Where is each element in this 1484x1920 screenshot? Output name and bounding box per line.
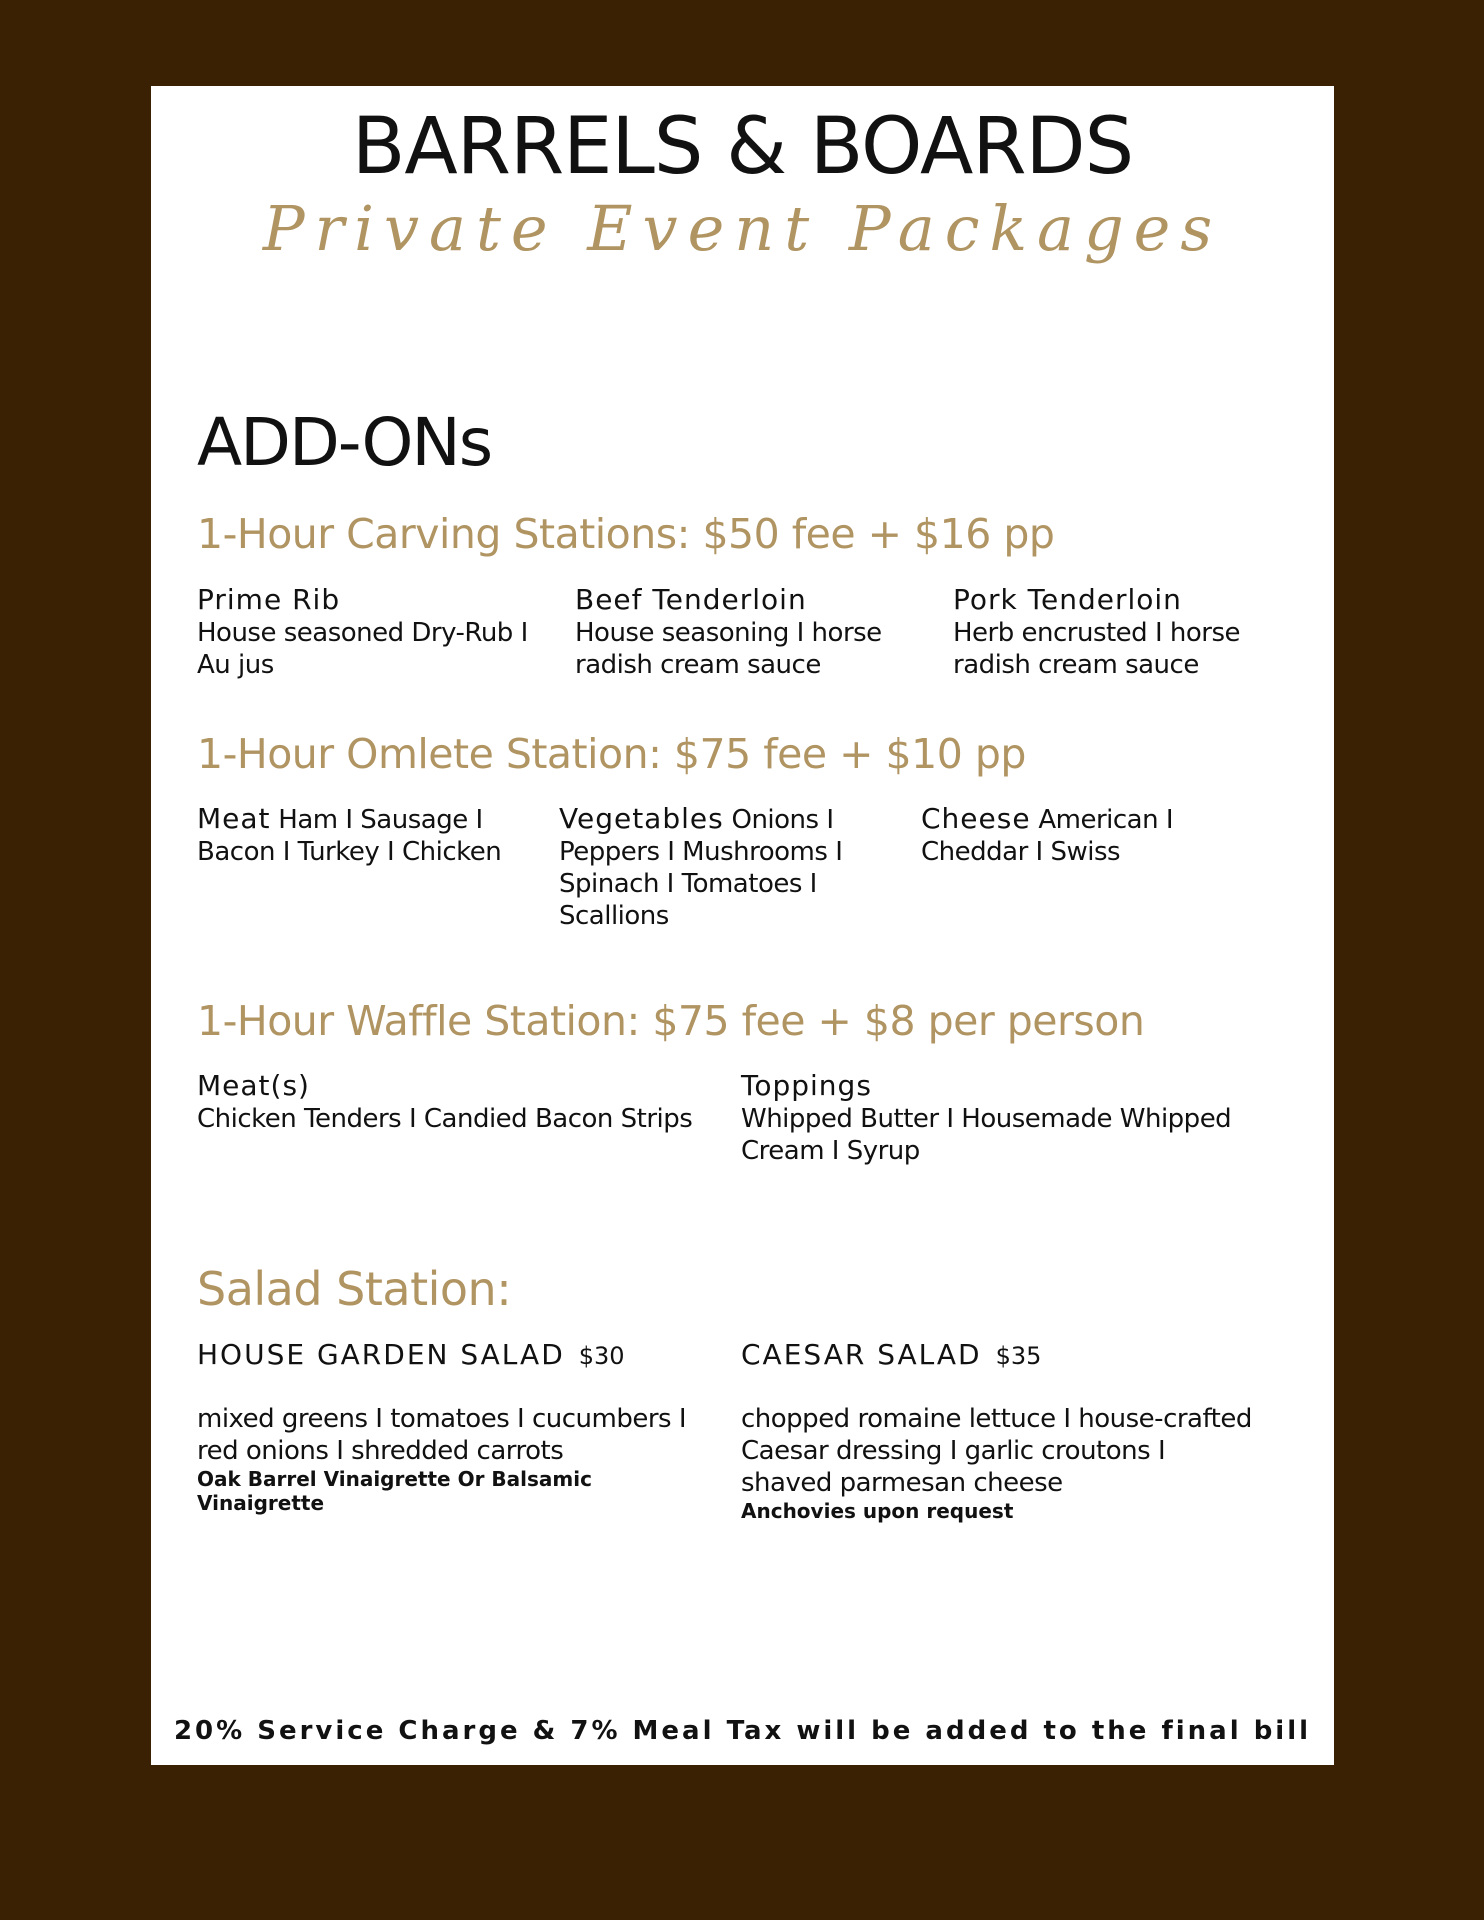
item-name: Pork Tenderloin [953,583,1182,616]
salad-name: CAESAR SALAD [741,1338,982,1371]
item-description: American I Cheddar I Swiss [921,805,1174,867]
waffle-station-title: 1-Hour Waffle Station: $75 fee + $8 per person [197,997,1145,1045]
item-name: Meat(s) [197,1069,310,1102]
salad-name: HOUSE GARDEN SALAD [197,1338,565,1371]
carving-item-pork-tenderloin [953,583,1283,681]
carving-station-title: 1-Hour Carving Stations: $50 fee + $16 pp [197,510,1055,558]
service-charge-note: 20% Service Charge & 7% Meal Tax will be added to the final bill [173,1716,1312,1746]
carving-item-beef-tenderloin [575,583,915,681]
item-name: Cheese [921,802,1031,835]
item-description: Onions I Peppers I Mushrooms I Spinach I Tomatoes I Scallions [559,805,843,931]
item-description: House seasoning I horse radish cream sauce [575,618,882,680]
waffle-item-meats [197,1069,697,1135]
item-description: House seasoned Dry-Rub I Au jus [197,618,528,680]
page-subtitle: Private Event Packages [262,192,1223,265]
item-name: Vegetables [559,802,724,835]
salad-note: Anchovies upon request [741,1499,1014,1523]
item-description: Herb encrusted I horse radish cream sauce [953,618,1240,680]
salad-item-house-garden [197,1338,697,1515]
carving-item-prime-rib [197,583,537,681]
brand-title: BARRELS & BOARDS [351,102,1134,192]
omelette-item-cheese [921,803,1251,868]
item-description: Whipped Butter I Housemade Whipped Cream I Syrup [741,1104,1232,1166]
salad-price: $35 [995,1342,1042,1370]
salad-item-caesar [741,1338,1261,1523]
salad-description: chopped romaine lettuce I house-crafted Caesar dressing I garlic croutons I shaved parmesan cheese [741,1404,1252,1498]
omelette-item-vegetables [559,803,879,932]
omelette-item-meat [197,803,517,868]
item-description: Chicken Tenders I Candied Bacon Strips [197,1104,693,1134]
waffle-item-toppings [741,1069,1251,1167]
item-description: Ham I Sausage I Bacon I Turkey I Chicken [197,805,502,867]
section-title: ADD-ONs [197,404,492,481]
salad-description: mixed greens I tomatoes I cucumbers I red onions I shredded carrots [197,1404,686,1466]
menu-page [151,86,1334,1765]
item-name: Toppings [741,1069,872,1102]
salad-price: $30 [578,1342,625,1370]
item-name: Meat [197,802,271,835]
item-name: Beef Tenderloin [575,583,807,616]
salad-note: Oak Barrel Vinaigrette Or Balsamic Vinaigrette [197,1467,592,1515]
item-name: Prime Rib [197,583,341,616]
omelette-station-title: 1-Hour Omlete Station: $75 fee + $10 pp [197,730,1026,778]
salad-station-title: Salad Station: [197,1262,512,1316]
